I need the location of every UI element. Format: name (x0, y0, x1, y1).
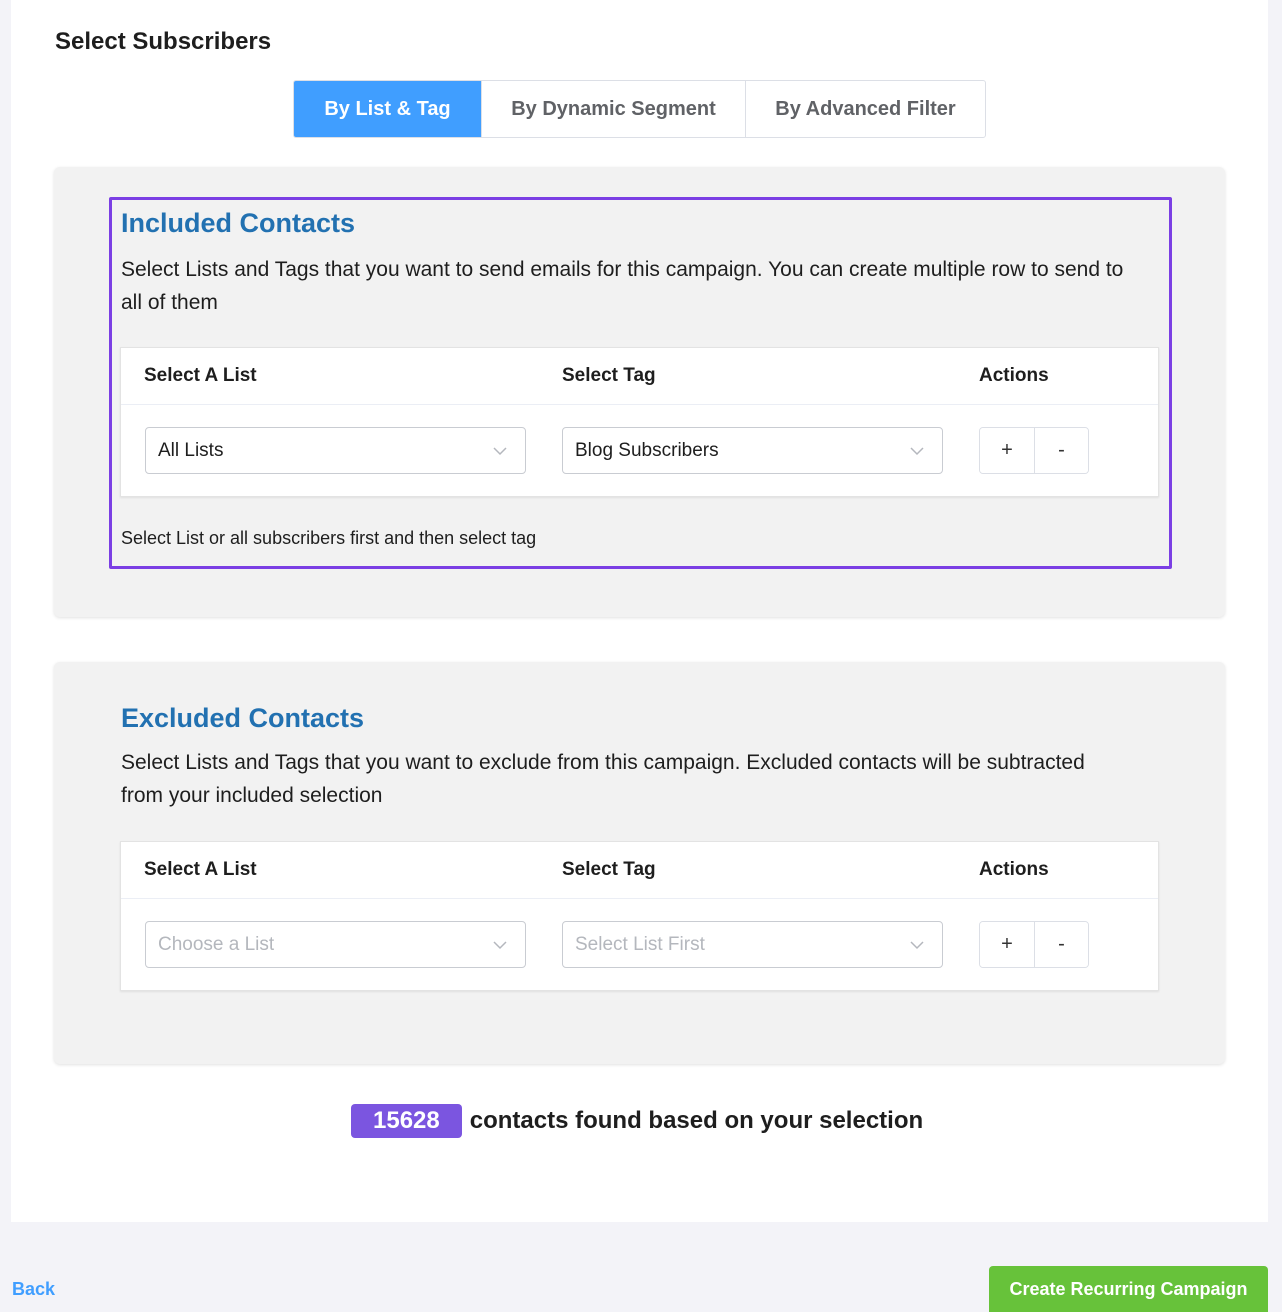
back-link[interactable]: Back (12, 1279, 56, 1299)
included-rules-table (120, 347, 1159, 497)
column-header-tag: Select Tag (562, 859, 656, 880)
tab-advanced-filter[interactable]: By Advanced Filter (745, 81, 985, 137)
table-row (121, 899, 1158, 991)
excluded-list-select[interactable] (145, 921, 526, 968)
table-row (121, 405, 1158, 497)
select-placeholder: Choose a List (158, 933, 275, 955)
tab-list-tag[interactable]: By List & Tag (294, 81, 481, 137)
subscribers-card (11, 0, 1268, 1222)
included-title: Included Contacts (121, 208, 356, 238)
contacts-count-summary (351, 1104, 923, 1138)
chevron-down-icon (493, 444, 507, 458)
chevron-down-icon (910, 444, 924, 458)
included-description: Select Lists and Tags that you want to send emails for this campaign. You can create multiple row to send to all of them (121, 258, 1124, 314)
chevron-down-icon (910, 938, 924, 952)
page-title: Select Subscribers (55, 28, 272, 55)
select-value: All Lists (158, 439, 224, 461)
contacts-count-text: contacts found based on your selection (469, 1107, 924, 1134)
included-help-text: Select List or all subscribers first and then select tag (121, 528, 537, 548)
table-header (121, 842, 1158, 899)
select-placeholder: Select List First (575, 933, 705, 955)
table-header (121, 348, 1158, 405)
column-header-list: Select A List (144, 859, 257, 880)
excluded-rules-table (120, 841, 1159, 991)
excluded-description: Select Lists and Tags that you want to exclude from this campaign. Excluded contacts will be subtracted from your included selection (121, 751, 1085, 807)
add-row-button[interactable]: + (980, 922, 1034, 967)
column-header-list: Select A List (144, 365, 257, 386)
excluded-tag-select[interactable] (562, 921, 943, 968)
row-actions (979, 427, 1089, 474)
column-header-actions: Actions (979, 859, 1049, 880)
contacts-count-badge: 15628 (351, 1104, 462, 1138)
tab-dynamic-segment[interactable]: By Dynamic Segment (481, 81, 745, 137)
column-header-actions: Actions (979, 365, 1049, 386)
included-tag-select[interactable] (562, 427, 943, 474)
row-actions (979, 921, 1089, 968)
chevron-down-icon (493, 938, 507, 952)
excluded-title: Excluded Contacts (121, 703, 365, 733)
included-list-select[interactable] (145, 427, 526, 474)
select-value: Blog Subscribers (575, 439, 719, 461)
create-recurring-campaign-button[interactable]: Create Recurring Campaign (989, 1266, 1268, 1312)
add-row-button[interactable]: + (980, 428, 1034, 473)
remove-row-button[interactable]: - (1034, 428, 1088, 473)
remove-row-button[interactable]: - (1034, 922, 1088, 967)
column-header-tag: Select Tag (562, 365, 656, 386)
selection-mode-tabs (293, 80, 986, 138)
